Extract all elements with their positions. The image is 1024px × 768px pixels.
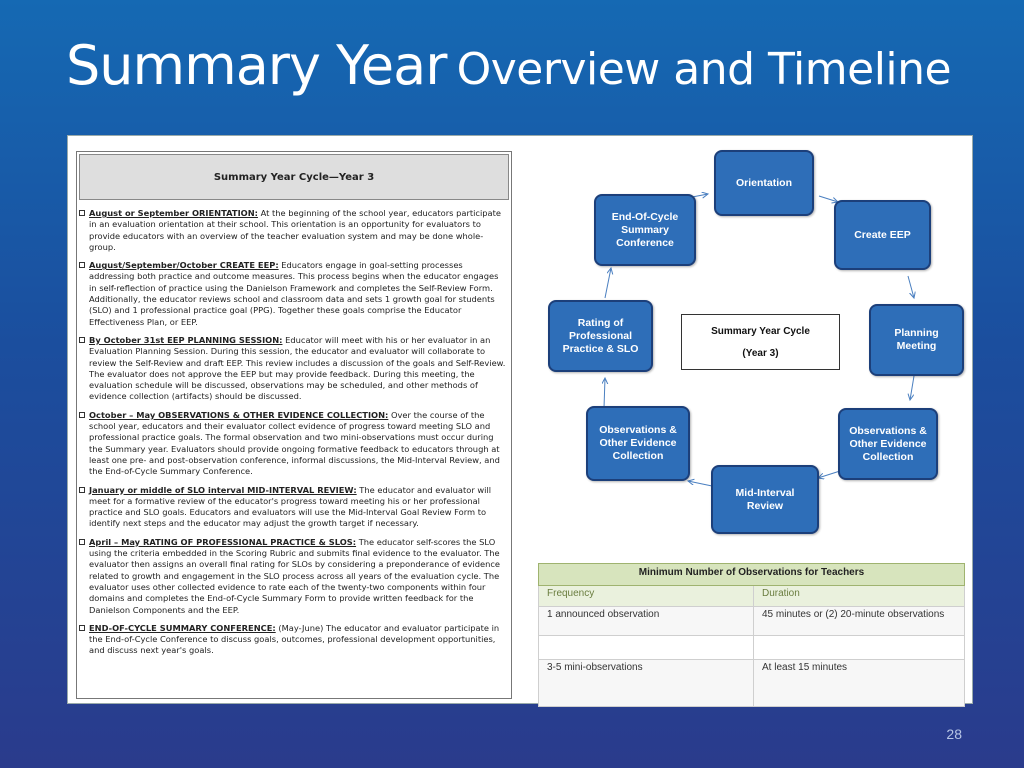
checkbox-icon <box>79 625 85 631</box>
doc-item-text: Educator will meet with his or her evaluator in an Evaluation Planning Session. During this session, the educator and evaluator will collaborate to review the Self-Review and draft EEP. This review includes a discussion of the goals and Self-Review. The evaluator does not approve the EEP but may provide feedback. During this meeting, the evaluation schedule will be discussed, observations may be scheduled, and other methods of evidence collection (artifacts) should be discussed. <box>89 334 506 402</box>
doc-item-text: (May-June) The educator and evaluator participate in the End-of-Cycle Conference to discuss goals, outcomes, professional development opportunities, and discuss next year's goals. <box>89 622 500 656</box>
document-header: Summary Year Cycle—Year 3 <box>79 154 509 200</box>
arrow-to-planning <box>908 276 914 298</box>
center-subtitle: (Year 3) <box>742 348 779 359</box>
node-observations-left: Observations & Other Evidence Collection <box>586 406 690 481</box>
doc-item-text: The educator and evaluator will meet for a formative review of the educator's progress toward meeting his or her professional practice and SLO goals. Educators and evaluators will use the Mid-Interval Goal Review Form to identify next steps and the educator may adjust the growth target if necessary. <box>89 484 492 529</box>
node-orientation: Orientation <box>714 150 814 216</box>
table-title-row <box>539 564 965 586</box>
doc-item-text: Educators engage in goal-setting processes addressing both practice and outcome measures. This process begins when the educator engages in self-reflection of practice using the Danielson Framework and completes the Self-Review Form. Additionally, the educator reviews school and classroom data and sets 1 growth goal for students (SLO) and 1 professional practice goal (PPG). Together these goals comprise the Educator Effectiveness Plan, or EEP. <box>89 260 499 327</box>
title-part1: Summary Year <box>66 34 447 97</box>
arrow-to-rating <box>604 378 605 408</box>
table-cell: At least 15 minutes <box>754 660 965 707</box>
title-part2: Overview and Timeline <box>456 44 952 95</box>
doc-item-heading: August or September ORIENTATION: <box>89 208 258 218</box>
doc-item-heading: January or middle of SLO interval MID-INTERVAL REVIEW: <box>89 484 357 495</box>
doc-item-heading: END-OF-CYCLE SUMMARY CONFERENCE: <box>89 622 276 633</box>
table-row <box>539 636 965 660</box>
node-observations-right: Observations & Other Evidence Collection <box>838 408 938 480</box>
table-row <box>539 607 965 636</box>
cycle-center-label <box>681 314 840 370</box>
table-cell: 3-5 mini-observations <box>539 660 754 707</box>
arrow-to-observations-left <box>688 481 712 486</box>
node-end-of-cycle: End-Of-Cycle Summary Conference <box>594 194 696 266</box>
slide-title <box>66 34 951 97</box>
col-duration: Duration <box>754 586 965 607</box>
arrow-to-create-eep <box>819 196 838 202</box>
center-title: Summary Year Cycle <box>711 326 810 337</box>
doc-item-text: Over the course of the school year, educators and their evaluator collect evidence of progress toward meeting SLO and professional practice goals. The formal observation and two mini-observations must occur during the Summary year. Evaluators should provide ongoing formative feedback to educators through at least one pre- and post-observation conference, informal discussions, the Mid-Interval Review, and the End-of-Cycle Summary Conference. <box>89 409 500 477</box>
doc-item-text: At the beginning of the school year, educators participate in an evaluation orientation at their school. This orientation is an opportunity for evaluators to provide educators with an overview of the teacher evaluation system and may be done whole-group. <box>89 208 501 252</box>
page-number: 28 <box>946 726 962 742</box>
table-cell <box>754 636 965 660</box>
arrow-to-end-of-cycle <box>605 268 611 298</box>
arrow-to-observations-right <box>910 376 914 400</box>
node-mid-interval-review: Mid-Interval Review <box>711 465 819 534</box>
node-create-eep: Create EEP <box>834 200 931 270</box>
table-title: Minimum Number of Observations for Teachers <box>539 564 965 586</box>
node-rating: Rating of Professional Practice & SLO <box>548 300 653 372</box>
doc-item-text: The educator self-scores the SLO using the criteria embedded in the Scoring Rubric and submits final evidence to the evaluator. The evaluator then assigns an overall final rating for SLOs by considering a preponderance of evidence related to growth and engagement in the SLO process across all years of the evaluation cycle. The evaluator uses other collected evidence to rate each of the twenty-two components within four domains and completes the End-of-Cycle Summary Form to provide written feedback for the Danielson Components and the EEP. <box>89 536 501 615</box>
table-cell: 1 announced observation <box>539 607 754 636</box>
table-cell: 45 minutes or (2) 20-minute observations <box>754 607 965 636</box>
table-row <box>539 660 965 707</box>
table-header-row <box>539 586 965 607</box>
table-cell <box>539 636 754 660</box>
node-planning-meeting: Planning Meeting <box>869 304 964 376</box>
doc-item-heading: August/September/October CREATE EEP: <box>89 260 279 271</box>
doc-item-summary-conference <box>77 623 511 657</box>
doc-item-heading: April – May RATING OF PROFESSIONAL PRACTICE & SLOS: <box>89 536 357 547</box>
cycle-diagram <box>68 136 974 556</box>
content-panel <box>67 135 973 704</box>
doc-item-heading: October – May OBSERVATIONS & OTHER EVIDENCE COLLECTION: <box>89 409 389 420</box>
arrow-to-mid-interval <box>818 471 840 478</box>
doc-item-heading: By October 31st EEP PLANNING SESSION: <box>89 334 283 345</box>
col-frequency: Frequency <box>539 586 754 607</box>
observations-table <box>538 563 965 707</box>
